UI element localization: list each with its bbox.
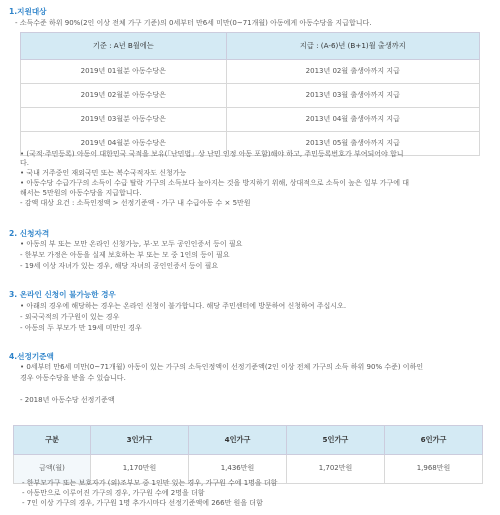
section-title-criteria: 4.선정기준액 bbox=[9, 352, 54, 361]
table-header: 4인가구 bbox=[189, 426, 287, 455]
table-cell: 1,436만원 bbox=[189, 455, 287, 484]
criteria-amount-table bbox=[13, 425, 483, 484]
qualification-line: - 19세 이상 자녀가 있는 경우, 해당 자녀의 공인인증서 등이 필요 bbox=[20, 262, 219, 270]
table-header: 기준 : A년 B월에는 bbox=[21, 33, 227, 60]
table-row bbox=[21, 60, 480, 84]
criteria-line: 경우 아동수당을 받을 수 있습니다. bbox=[20, 374, 126, 382]
table-cell: 2013년 03월 출생아까지 지급 bbox=[226, 84, 479, 108]
note-line: • 국내 거주중인 재외국민 또는 복수국적자도 신청가능 bbox=[20, 169, 187, 177]
offline-line: - 외국국적의 가구원이 있는 경우 bbox=[20, 313, 120, 321]
note-line: - 감액 대상 요건 : 소득인정액 > 선정기준액 - 가구 내 수급아동 수 × 5만원 bbox=[20, 199, 251, 207]
birth-month-table bbox=[20, 32, 480, 156]
footnote-line: - 한부모가구 또는 보호자가 (외)조부모 중 1인만 있는 경우, 가구원 수에 1명을 더함 bbox=[22, 479, 278, 487]
table-cell: 1,170만원 bbox=[91, 455, 189, 484]
table-cell: 2019년 03월분 아동수당은 bbox=[21, 108, 227, 132]
table-cell: 2013년 02월 출생아까지 지급 bbox=[226, 60, 479, 84]
table-cell: 2013년 04월 출생아까지 지급 bbox=[226, 108, 479, 132]
offline-line: - 아동의 두 부모가 만 19세 미만인 경우 bbox=[20, 324, 142, 332]
section-title-offline-only: 3. 온라인 신청이 불가능한 경우 bbox=[9, 290, 116, 299]
table-cell: 2019년 02월분 아동수당은 bbox=[21, 84, 227, 108]
table-cell: 2019년 01월분 아동수당은 bbox=[21, 60, 227, 84]
criteria-line: • 0세부터 만6세 미만(0~71개월) 아동이 있는 가구의 소득인정액이 선정기준액(2인 이상 전체 가구의 소득 하위 90% 수준) 이하인 bbox=[20, 363, 424, 371]
qualification-line: • 아동의 부 또는 모만 온라인 신청가능, 부·모 모두 공인인증서 등이 필요 bbox=[20, 240, 243, 248]
table-row bbox=[21, 108, 480, 132]
table-header: 3인가구 bbox=[91, 426, 189, 455]
criteria-line: - 2018년 아동수당 선정기준액 bbox=[20, 396, 115, 404]
section-title-eligibility: 1.지원대상 bbox=[9, 7, 47, 16]
section-title-qualification: 2. 신청자격 bbox=[9, 229, 50, 238]
offline-line: • 아래의 경우에 해당하는 경우는 온라인 신청이 불가합니다. 해당 주민센터에 방문하여 신청하여 주십시오. bbox=[20, 302, 347, 310]
footnote-line: - 7인 이상 가구의 경우, 가구원 1명 추가시마다 선정기준액에 266만 원을 더함 bbox=[22, 499, 263, 507]
note-line: 해서는 5만원의 아동수당을 지급합니다. bbox=[20, 189, 142, 197]
table-cell: 금액(월) bbox=[14, 455, 91, 484]
table-header-row bbox=[14, 426, 483, 455]
table-row bbox=[21, 84, 480, 108]
note-line: • (국적·주민등록) 아동이 대한민국 국적을 보유(「난민법」상 난민 인정 아동 포함)해야 하고, 주민등록번호가 부여되어야 합니 bbox=[20, 150, 404, 158]
table-cell: 1,968만원 bbox=[384, 455, 482, 484]
qualification-line: - 한부모 가정은 아동을 실제 보호하는 부 또는 모 중 1인의 등이 필요 bbox=[20, 251, 230, 259]
note-line: 다. bbox=[20, 159, 29, 167]
table-cell: 2013년 05월 출생아까지 지급 bbox=[226, 132, 479, 156]
table-header: 5인가구 bbox=[286, 426, 384, 455]
table-cell: 2019년 04월분 아동수당은 bbox=[21, 132, 227, 156]
table-header: 구분 bbox=[14, 426, 91, 455]
note-line: • 아동수당 수급가구의 소득이 수급 탈락 가구의 소득보다 높아지는 것을 방지하기 위해, 상대적으로 소득이 높은 일부 가구에 대 bbox=[20, 179, 410, 187]
eligibility-intro: - 소득수준 하위 90%(2인 이상 전체 가구 기준)의 0세부터 만6세 미만(0~71개월) 아동에게 아동수당을 지급합니다. bbox=[15, 19, 372, 27]
footnote-line: - 아동만으로 이루어진 가구의 경우, 가구원 수에 2명을 더함 bbox=[22, 489, 205, 497]
table-cell: 1,702만원 bbox=[286, 455, 384, 484]
table-header: 지급 : (A-6)년 (B+1)월 출생까지 bbox=[226, 33, 479, 60]
table-header: 6인가구 bbox=[384, 426, 482, 455]
table-header-row bbox=[21, 33, 480, 60]
